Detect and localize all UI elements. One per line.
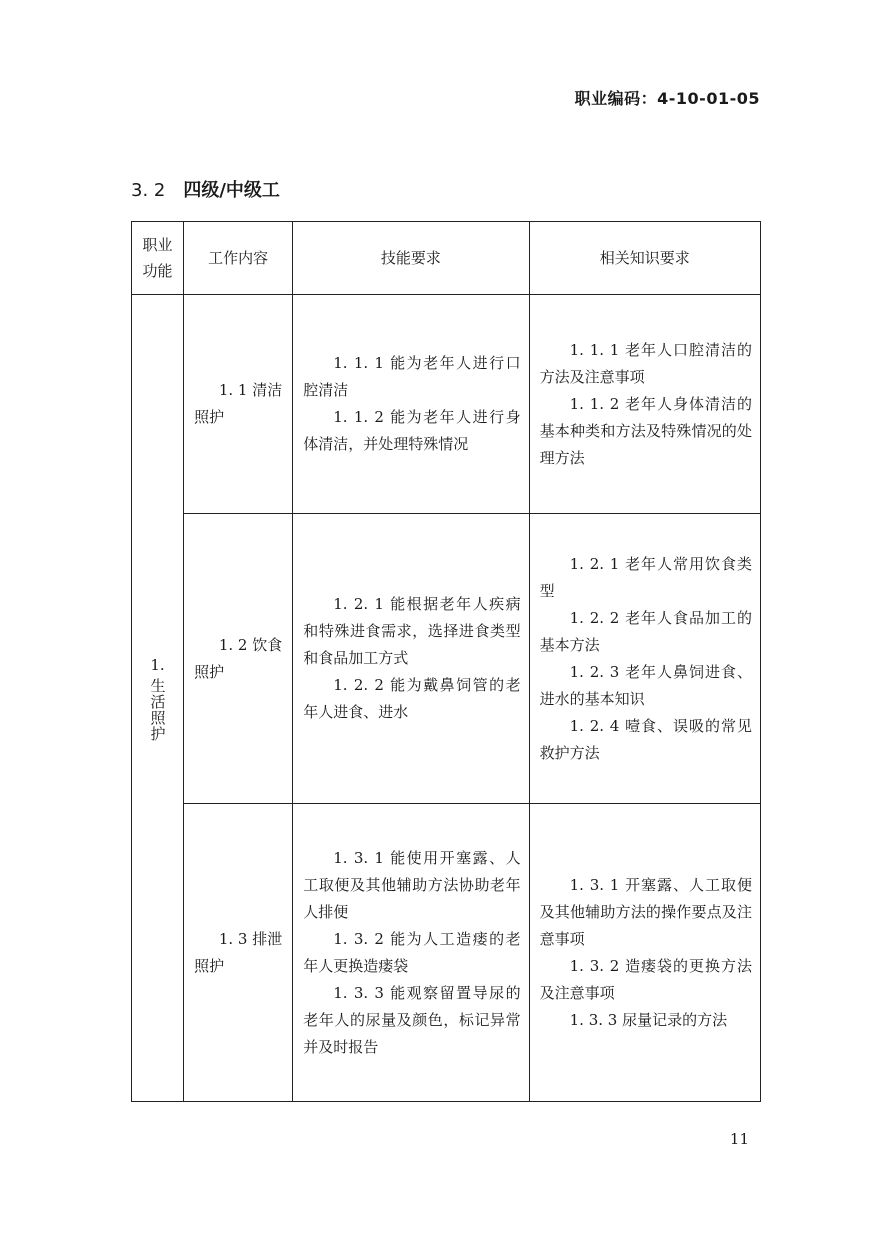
section-heading — [131, 176, 280, 202]
skill-item: 1. 1. 1 能为老年人进行口腔清洁 — [303, 354, 521, 399]
function-cell — [132, 295, 184, 1102]
work-cell — [184, 295, 293, 514]
knowledge-item: 1. 2. 2 老年人食品加工的基本方法 — [539, 608, 752, 654]
work-label: 照护 — [194, 956, 225, 975]
knowledge-cell — [529, 295, 760, 514]
work-cell — [184, 804, 293, 1102]
skill-item: 1. 2. 1 能根据老年人疾病和特殊进食需求，选择进食类型和食品加工方式 — [303, 595, 521, 667]
table-row — [132, 295, 761, 514]
skill-cell — [293, 804, 529, 1102]
skills-table — [131, 221, 761, 1102]
knowledge-cell — [529, 514, 760, 804]
section-title: 四级/中级工 — [183, 180, 280, 201]
work-label: 照护 — [194, 408, 225, 426]
occupation-code: 职业编码：4-10-01-05 — [574, 89, 760, 108]
page-number: 11 — [729, 1130, 749, 1148]
skill-item: 1. 1. 2 能为老年人进行身体清洁，并处理特殊情况 — [303, 408, 521, 453]
work-number: 1. 2 饮食 — [218, 635, 283, 654]
work-number: 1. 3 排泄 — [218, 929, 283, 948]
knowledge-item: 1. 3. 2 造瘘袋的更换方法及注意事项 — [539, 956, 752, 1002]
header-skill: 技能要求 — [293, 222, 529, 295]
skill-item: 1. 3. 1 能使用开塞露、人工取便及其他辅助方法协助老年人排便 — [303, 848, 521, 921]
function-label: 生活照护 — [148, 678, 167, 742]
skill-item: 1. 3. 3 能观察留置导尿的老年人的尿量及颜色，标记异常并及时报告 — [303, 983, 521, 1056]
function-number: 1. — [150, 656, 165, 674]
knowledge-item: 1. 1. 1 老年人口腔清洁的方法及注意事项 — [539, 340, 752, 386]
header-function: 职业功能 — [132, 222, 184, 295]
knowledge-cell — [529, 804, 760, 1102]
work-cell — [184, 514, 293, 804]
knowledge-item: 1. 2. 3 老年人鼻饲进食、进水的基本知识 — [539, 662, 752, 708]
header-work: 工作内容 — [184, 222, 293, 295]
knowledge-item: 1. 3. 3 尿量记录的方法 — [569, 1010, 728, 1029]
knowledge-item: 1. 2. 4 噎食、误吸的常见救护方法 — [539, 716, 752, 762]
work-label: 照护 — [194, 662, 225, 681]
header-knowledge: 相关知识要求 — [529, 222, 760, 295]
table-row — [132, 804, 761, 1102]
knowledge-item: 1. 2. 1 老年人常用饮食类型 — [539, 554, 752, 600]
skill-item: 1. 3. 2 能为人工造瘘的老年人更换造瘘袋 — [303, 929, 521, 975]
knowledge-item: 1. 3. 1 开塞露、人工取便及其他辅助方法的操作要点及注意事项 — [539, 875, 752, 948]
knowledge-item: 1. 1. 2 老年人身体清洁的基本种类和方法及特殊情况的处理方法 — [539, 394, 752, 467]
skill-cell — [293, 295, 529, 514]
work-number: 1. 1 清洁 — [218, 381, 283, 399]
table-row — [132, 514, 761, 804]
skill-cell — [293, 514, 529, 804]
skill-item: 1. 2. 2 能为戴鼻饲管的老年人进食、进水 — [303, 676, 521, 721]
section-number: 3. 2 — [131, 180, 166, 201]
table-header-row — [132, 222, 761, 295]
